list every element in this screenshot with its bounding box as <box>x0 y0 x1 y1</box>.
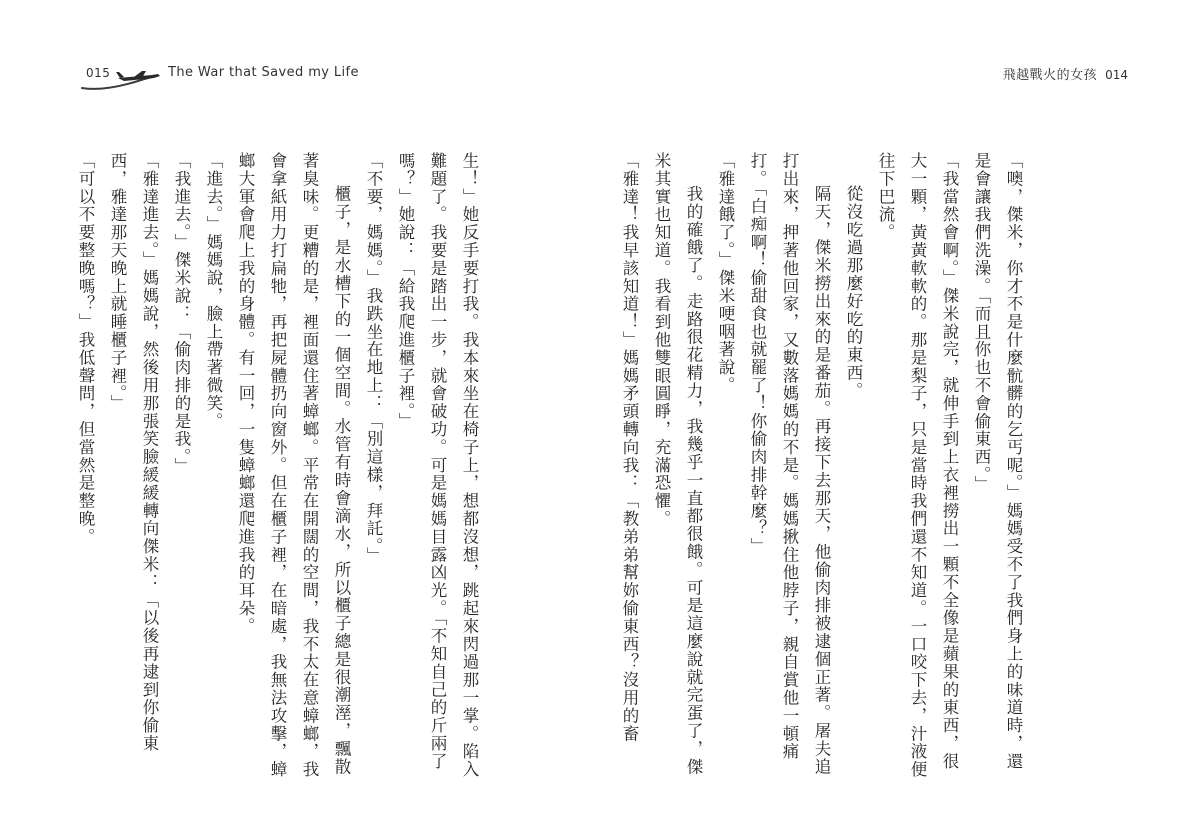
paragraph: 櫃子，是水槽下的一個空間。水管有時會滴水，所以櫃子總是很潮溼，飄散著臭味。更糟的是，裡面還住著蟑螂。平常在開闊的空間，我不太在意蟑螂，我會拿紙用力打扁牠，再把屍體扔向窗外。但在櫃子裡，在暗處，我無法攻擊，蟑螂大軍會爬上我的身體。有一回，一隻蟑螂還爬進我的耳朵。 <box>236 152 351 779</box>
paragraph: 「不要，媽媽。」我跌坐在地上：「別這樣，拜託。」 <box>364 152 383 566</box>
paragraph: 「雅達進去。」媽媽說，然後用那張笑臉緩緩轉向傑米：「以後再逮到你偷東西，雅達那天晚上就睡櫃子裡。」 <box>108 152 159 753</box>
paragraph: 生！」她反手要打我。我本來坐在椅子上，想都沒想，跳起來閃過那一掌。陷入難題了。我要是踏出一步，就會破功。可是媽媽目露凶光。「不知自己的斤兩了嗎？」她說：「給我爬進櫃子裡。」 <box>396 152 479 779</box>
paragraph: 「進去。」媽媽說，臉上帶著微笑。 <box>204 152 223 431</box>
right-running-header <box>1003 64 1128 83</box>
left-running-header <box>80 62 410 98</box>
paragraph: 「噢，傑米，你才不是什麼骯髒的乞丐呢。」媽媽受不了我們身上的味道時，還是會讓我們洗澡。「而且你也不會偷東西。」 <box>972 152 1023 771</box>
chinese-book-title: 飛越戰火的女孩 <box>1002 68 1098 83</box>
paragraph: 「我當然會啊。」傑米說完，就伸手到上衣裡撈出一顆不全像是蘋果的東西，很大一顆，黃黃軟軟的。那是梨子，只是當時我們還不知道。一口咬下去，汁液便往下巴流。 <box>876 152 959 779</box>
paragraph: 「雅達餓了。」傑米哽咽著說。 <box>716 152 735 395</box>
english-book-title: The War that Saved my Life <box>168 65 359 80</box>
paragraph: 「我進去。」傑米說：「偷肉排的是我。」 <box>172 152 191 476</box>
paragraph: 「雅達！我早該知道！」媽媽矛頭轉向我：「教弟弟幫妳偷東西？沒用的畜 <box>620 152 639 743</box>
paragraph: 「可以不要整晚嗎？」我低聲問，但當然是整晚。 <box>76 152 95 546</box>
right-page-body <box>620 152 1029 784</box>
paragraph: 隔天，傑米撈出來的是番茄。再接下去那天，他偷肉排被逮個正著。屠夫追打出來，押著他回家，又數落媽媽的不是。媽媽揪住他脖子，親自賞他一頓痛打。「白痴啊！偷甜食也就罷了！你偷肉排幹麼？」 <box>748 152 831 776</box>
left-page-number: 015 <box>86 66 111 80</box>
paragraph: 我的確餓了。走路很花精力，我幾乎一直都很餓。可是這麼說就完蛋了，傑米其實也知道。我看到他雙眼圓睜，充滿恐懼。 <box>652 152 703 776</box>
right-page-number: 014 <box>1105 68 1128 82</box>
paragraph: 從沒吃過那麼好吃的東西。 <box>844 185 863 400</box>
left-page-body <box>76 152 485 784</box>
